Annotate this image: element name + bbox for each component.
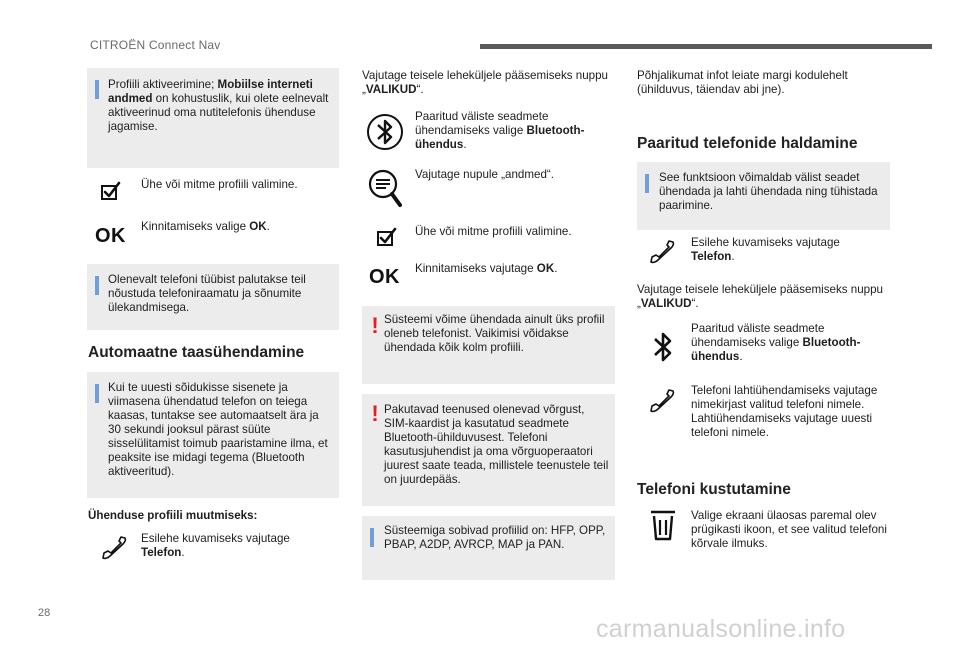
step-data: Vajutage nupule „andmed“.	[415, 168, 555, 181]
step-phone: Esilehe kuvamiseks vajutage Telefon.	[691, 236, 840, 263]
bluetooth-icon	[652, 330, 674, 364]
warning-icon: !	[371, 313, 379, 338]
step-delete: Valige ekraani ülaosas paremal olev prügikasti ikoon, et see valitud telefoni kõrvale ilmuks.	[691, 509, 887, 550]
info-note-phonebook	[87, 264, 339, 330]
info-marker	[370, 528, 374, 547]
note-text: Kui te uuesti sõidukisse sisenete ja viimasena ühendatud telefon on teiega kaasas, tuntakse see automaatselt ära ja 30 sekundi jooksul pärast süüte sisselülitamist toimub paaristamine ilma, et peaksite ise midagi tegema (Bluetooth aktiveeritud).	[108, 381, 328, 478]
warning-text: Süsteemi võime ühendada ainult üks profiil oleneb telefonist. Vaikimisi võidakse ühendada kõik kolm profiili.	[384, 313, 605, 354]
info-marker	[95, 80, 99, 99]
intro-options: Vajutage teisele leheküljele pääsemiseks nuppu „VALIKUD“.	[362, 69, 608, 96]
note-text: Olenevalt telefoni tüübist palutakse teil nõustuda telefoniraamatu ja sõnumite ülekandmisega.	[108, 273, 306, 314]
note-text: See funktsioon võimaldab välist seadet ühendada ja lahti ühendada ning tühistada paarimine.	[659, 171, 878, 212]
info-marker	[95, 276, 99, 295]
info-marker	[95, 384, 99, 403]
heading-delete-phone: Telefoni kustutamine	[637, 481, 791, 498]
data-search-icon	[366, 167, 406, 209]
subheading-change-profile: Ühenduse profiili muutmiseks:	[88, 509, 258, 522]
header-bar	[480, 44, 932, 49]
phone-handset-icon	[100, 536, 128, 562]
step-bluetooth: Paaritud väliste seadmete ühendamiseks valige Bluetooth-ühendus.	[691, 322, 861, 363]
info-note-auto-reconnect	[87, 372, 339, 498]
phone-handset-icon	[648, 240, 676, 266]
phone-handset-icon	[648, 389, 676, 415]
step-disconnect: Telefoni lahtiühendamiseks vajutage nimekirjast valitud telefoni nimele. Lahtiühendamiseks vajutage uuesti telefoni nimele.	[691, 384, 878, 439]
info-marker	[645, 174, 649, 193]
step-select-profile: Ühe või mitme profiili valimine.	[415, 225, 572, 238]
info-note-profiles	[362, 516, 615, 580]
options-text: Vajutage teisele leheküljele pääsemiseks nuppu „VALIKUD“.	[637, 283, 883, 310]
step-select-profile: Ühe või mitme profiili valimine.	[141, 178, 298, 191]
watermark: carmanualsonline.info	[596, 615, 846, 643]
step-confirm-ok: Kinnitamiseks valige OK.	[141, 220, 270, 233]
bluetooth-icon	[364, 111, 406, 153]
ok-label: OK	[95, 225, 126, 247]
ok-label: OK	[369, 266, 400, 288]
info-note-profile-activation	[87, 68, 339, 168]
warning-profile-limit	[362, 306, 615, 384]
info-note-manage	[637, 162, 890, 230]
heading-manage-paired: Paaritud telefonide haldamine	[637, 135, 858, 152]
intro-website: Põhjalikumat infot leiate margi kodulehelt (ühilduvus, täiendav abi jne).	[637, 69, 848, 96]
trash-icon	[648, 508, 678, 542]
step-confirm-ok: Kinnitamiseks vajutage OK.	[415, 262, 558, 275]
step-phone: Esilehe kuvamiseks vajutage Telefon.	[141, 532, 290, 559]
warning-text: Pakutavad teenused olenevad võrgust, SIM-kaardist ja kasutatud seadmete Bluetooth-ühilduvusest. Telefoni kasutusjuhendist ja oma võrguoperaatori juurest saate teada, millistele teenustele teil on juurdepääs.	[384, 403, 609, 486]
header-title: CITROËN Connect Nav	[90, 38, 221, 52]
page-number: 28	[38, 607, 51, 619]
heading-auto-reconnect: Automaatne taasühendamine	[88, 344, 305, 361]
checkbox-icon	[377, 226, 401, 248]
warning-services	[362, 394, 615, 506]
checkbox-icon	[101, 180, 125, 202]
step-bluetooth: Paaritud väliste seadmete ühendamiseks valige Bluetooth-ühendus.	[415, 110, 585, 151]
warning-icon: !	[371, 401, 379, 426]
note-text: Süsteemiga sobivad profiilid on: HFP, OPP, PBAP, A2DP, AVRCP, MAP ja PAN.	[384, 524, 606, 551]
note-text: Profiili aktiveerimine; Mobiilse interneti andmed on kohustuslik, kui olete eelnevalt aktiveerinud oma nutitelefonis ühenduse jagamise.	[108, 78, 329, 133]
